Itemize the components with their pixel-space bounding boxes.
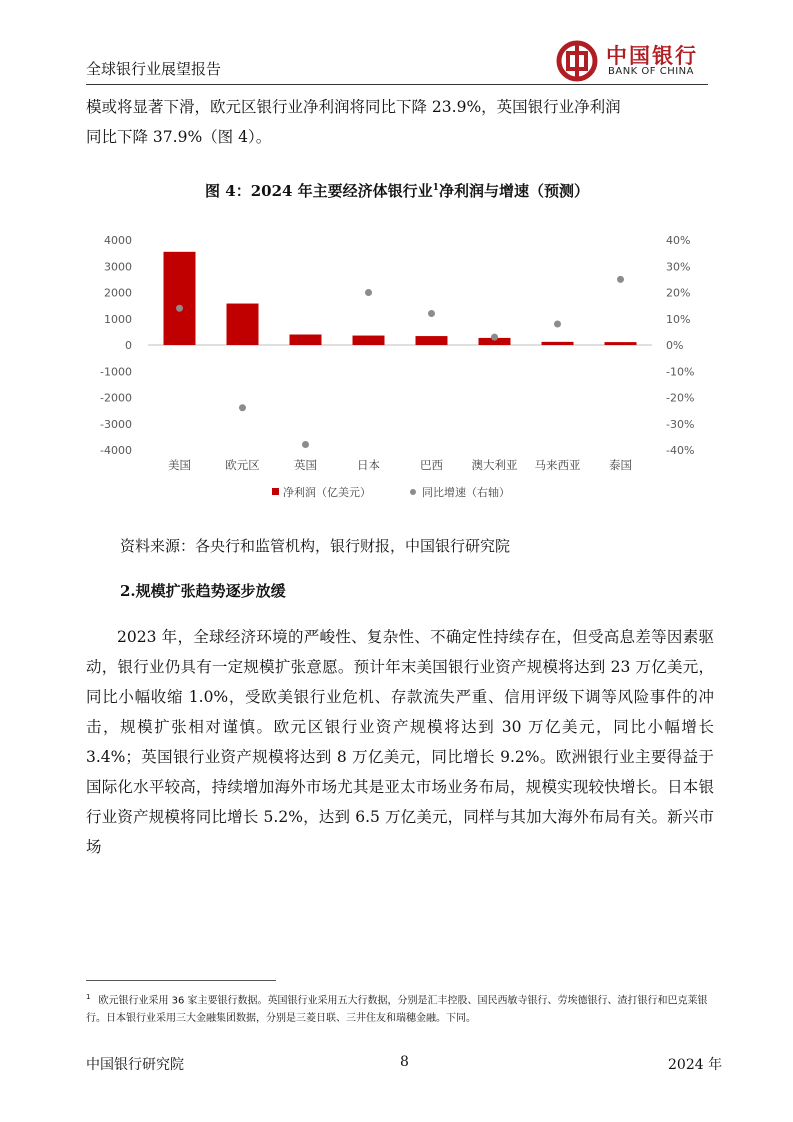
left-axis-tick-label: 0 (125, 339, 132, 352)
bank-logo (556, 40, 712, 82)
right-axis-tick-label: -40% (666, 444, 695, 457)
category-label: 美国 (168, 458, 191, 472)
footnote-mark: 1 (86, 993, 91, 1001)
category-label: 日本 (357, 458, 380, 472)
category-label: 泰国 (609, 458, 632, 472)
growth-point (554, 321, 561, 328)
right-axis-tick-label: 10% (666, 312, 691, 326)
body-paragraph: 2023 年，全球经济环境的严峻性、复杂性、不确定性持续存在，但受高息差等因素驱动，银行业仍具有一定规模扩张意愿。预计年末美国银行业资产规模将达到 23 万亿美元，同比小幅收缩 1.0%，受欧美银行业危机、存款流失严重、信用评级下调等风险事件的冲击，规模扩张相对谨慎。欧元区银行业资产规模将达到 30 万亿美元，同比小幅增长 3.4%；英国银行业资产规模将达到 8 万亿美元，同比增长 9.2%。欧洲银行业主要得益于国际化水平较高，持续增加海外市场尤其是亚太市场业务布局，规模实现较快增长。日本银行业资产规模将同比增长 5.2%，达到 6.5 万亿美元，同样与其加大海外布局有关。新兴市场 (86, 628, 714, 856)
bar (164, 252, 196, 345)
footer-year: 2024 年 (668, 1057, 723, 1073)
left-axis-tick-label: 3000 (104, 260, 132, 274)
footnote-ref[interactable]: 1 (432, 183, 439, 193)
category-label: 巴西 (420, 458, 443, 472)
legend-bar-label: 净利润（亿美元） (283, 486, 371, 499)
growth-point (428, 310, 435, 317)
report-title: 全球银行业展望报告 (86, 60, 222, 78)
right-axis-tick-label: -10% (666, 365, 695, 379)
right-axis-tick-label: -20% (666, 391, 695, 405)
left-axis-tick-label: -3000 (100, 417, 132, 431)
logo-chinese-text: 中国银行 (606, 43, 698, 68)
bar (542, 342, 574, 345)
right-axis-tick-label: 20% (666, 286, 691, 300)
left-axis-tick-label: 2000 (104, 286, 132, 300)
growth-point (365, 289, 372, 296)
left-axis-tick-label: -4000 (100, 444, 132, 457)
left-axis-tick-label: 1000 (104, 312, 132, 326)
bar (416, 336, 448, 345)
right-axis-tick-label: -30% (666, 417, 695, 431)
footer-organization: 中国银行研究院 (86, 1057, 184, 1073)
bar (227, 304, 259, 345)
bank-of-china-emblem-icon (556, 40, 600, 82)
category-label: 马来西亚 (534, 458, 581, 472)
figure-title-prefix: 图 4：2024 年主要经济体银行业 (205, 182, 433, 200)
growth-point (302, 441, 309, 448)
legend-bar-swatch (272, 488, 279, 495)
legend-dot-swatch (410, 489, 416, 495)
legend-dot-label: 同比增速（右轴） (422, 486, 510, 499)
left-axis-tick-label: 4000 (104, 234, 132, 247)
right-axis-tick-label: 0% (666, 339, 684, 352)
category-label: 澳大利亚 (471, 458, 518, 472)
header-divider (86, 84, 708, 85)
intro-paragraph (86, 92, 714, 152)
left-axis-tick-label: -1000 (100, 365, 132, 379)
intro-line: 模或将显著下滑，欧元区银行业净利润将同比下降 23.9%，英国银行业净利润 (86, 98, 621, 116)
growth-point (239, 404, 246, 411)
figure-title-suffix: 净利润与增速（预测） (438, 182, 589, 200)
growth-point (491, 334, 498, 341)
footnote (86, 988, 711, 1028)
profit-chart (86, 225, 708, 515)
page-number: 8 (400, 1054, 409, 1070)
growth-point (617, 276, 624, 283)
bar (290, 335, 322, 346)
bar (605, 342, 637, 345)
intro-line: 同比下降 37.9%（图 4）。 (86, 128, 272, 146)
right-axis-tick-label: 40% (666, 234, 691, 247)
chart-source: 资料来源：各央行和监管机构，银行财报，中国银行研究院 (120, 537, 511, 555)
category-label: 英国 (294, 458, 317, 472)
footnote-divider (86, 980, 276, 981)
right-axis-tick-label: 30% (666, 260, 691, 274)
figure-title (86, 180, 708, 201)
footnote-text: 欧元银行业采用 36 家主要银行数据。英国银行业采用五大行数据，分别是汇丰控股、国民西敏寺银行、劳埃德银行、渣打银行和巴克莱银行。日本银行业采用三大金融集团数据，分别是三菱日联、三井住友和瑞穗金融。下同。 (86, 995, 708, 1025)
bar (353, 336, 385, 345)
left-axis-tick-label: -2000 (100, 391, 132, 405)
logo-english-text: BANK OF CHINA (608, 66, 694, 77)
section-heading: 2.规模扩张趋势逐步放缓 (120, 582, 286, 600)
category-label: 欧元区 (225, 458, 260, 472)
growth-point (176, 305, 183, 312)
